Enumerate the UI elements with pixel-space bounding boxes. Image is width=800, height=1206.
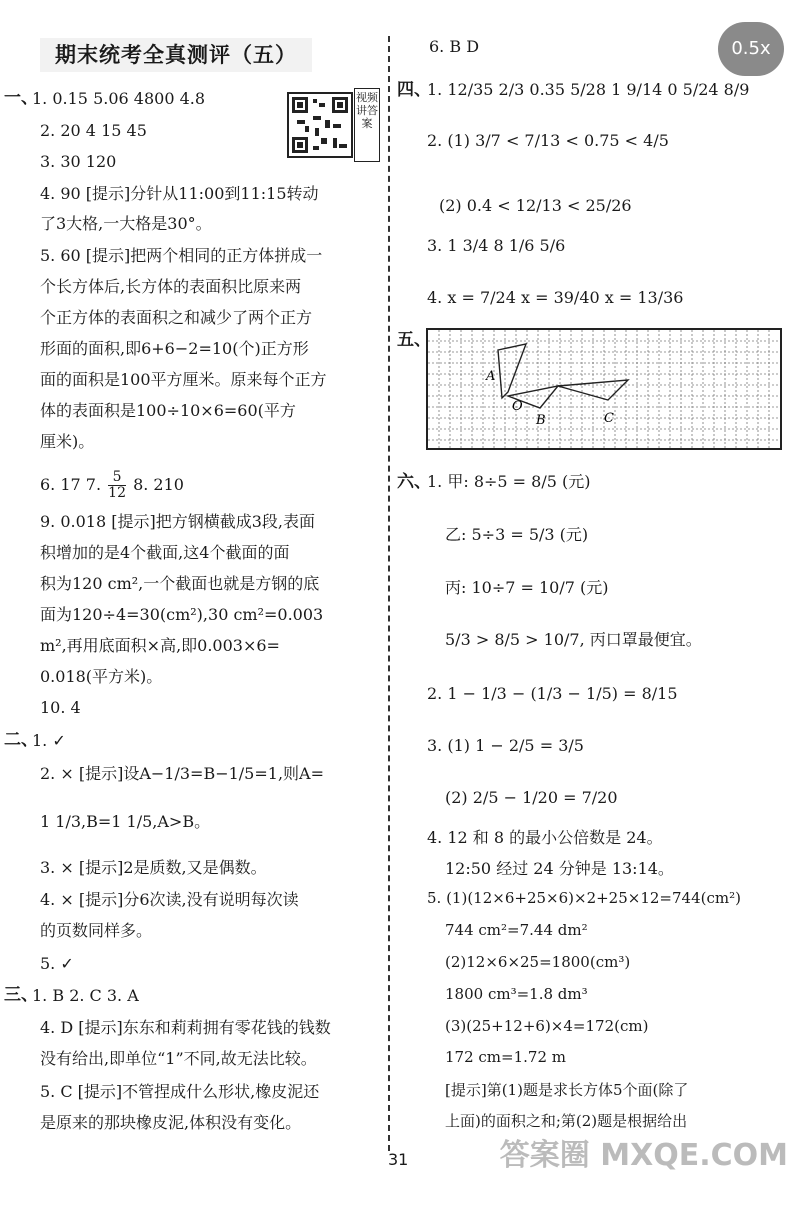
answer-1-2: 2. 20 4 15 45 (40, 121, 147, 140)
answer-6-1a: 1. 甲: 8÷5 = 8/5 (元) (427, 472, 591, 491)
answer-4-2a: 2. (1) 3/7 < 7/13 < 0.75 < 4/5 (427, 131, 669, 150)
section-6-label: 六、 (397, 472, 431, 492)
answer-2-4a: 4. × [提示]分6次读,没有说明每次读 (40, 890, 299, 909)
section-4-label: 四、 (397, 80, 431, 100)
page-title: 期末统考全真测评（五） (40, 38, 312, 72)
answer-1-9-line-6: 0.018(平方米)。 (40, 667, 163, 686)
answer-8-text: 8. 210 (133, 475, 184, 494)
answer-6-1c: 丙: 10÷7 = 10/7 (元) (445, 578, 609, 597)
answer-1-9-line-1: 9. 0.018 [提示]把方钢横截成3段,表面 (40, 512, 315, 531)
answer-3-5a: 5. C [提示]不管捏成什么形状,橡皮泥还 (40, 1082, 320, 1101)
answer-2-3: 3. × [提示]2是质数,又是偶数。 (40, 858, 267, 877)
label-c: C (604, 411, 614, 426)
answer-6-2: 2. 1 − 1/3 − (1/3 − 1/5) = 8/15 (427, 684, 678, 703)
answer-2-2a: 2. × [提示]设A−1/3=B−1/5=1,则A= (40, 764, 324, 783)
answer-1-9-line-3: 积为120 cm²,一个截面也就是方钢的底 (40, 574, 320, 593)
answer-4-2b: (2) 0.4 < 12/13 < 25/26 (439, 196, 632, 215)
playback-speed-badge[interactable]: 0.5x (718, 22, 784, 76)
answer-6-5b: 744 cm²=7.44 dm² (445, 921, 588, 939)
hint-line-1: [提示]第(1)题是求长方体5个面(除了 (445, 1081, 689, 1099)
label-b: B (536, 413, 546, 428)
answer-1-6-7-8 (40, 470, 184, 501)
answer-6-4b: 12:50 经过 24 分钟是 13:14。 (445, 859, 674, 878)
answer-4-1: 1. 12/35 2/3 0.35 5/28 1 9/14 0 5/24 8/9 (427, 80, 750, 99)
fraction (108, 470, 126, 501)
section-5-label: 五、 (397, 330, 431, 350)
answer-1-5-line-5: 面的面积是100平方厘米。原来每个正方 (40, 370, 327, 389)
answer-1-5-line-2: 个长方体后,长方体的表面积比原来两 (40, 277, 302, 296)
answer-6-3b: (2) 2/5 − 1/20 = 7/20 (445, 788, 618, 807)
answer-1-9-line-4: 面为120÷4=30(cm²),30 cm²=0.003 (40, 605, 324, 624)
answer-1-3: 3. 30 120 (40, 152, 117, 171)
answer-1-5-line-4: 形面的面积,即6+6−2=10(个)正方形 (40, 339, 309, 358)
answer-3-6: 6. B D (429, 37, 480, 56)
site-watermark: 答案圈 MXQE.COM (499, 1138, 788, 1173)
answer-4-3: 3. 1 3/4 8 1/6 5/6 (427, 236, 566, 255)
answer-3-4a: 4. D [提示]东东和莉莉拥有零花钱的钱数 (40, 1018, 331, 1037)
answer-2-2b: 1 1/3,B=1 1/5,A>B。 (40, 812, 211, 831)
answer-1-5-line-7: 厘米)。 (40, 432, 95, 451)
section-1-label: 一、 (4, 88, 38, 108)
label-o: O (512, 399, 523, 414)
answer-3-5b: 是原来的那块橡皮泥,体积没有变化。 (40, 1113, 302, 1132)
answer-6-4a: 4. 12 和 8 的最小公倍数是 24。 (427, 828, 663, 847)
answer-1-9-line-5: m²,再用底面积×高,即0.003×6= (40, 636, 280, 655)
right-column-lower (395, 0, 800, 1150)
answer-6-5a: 5. (1)(12×6+25×6)×2+25×12=744(cm²) (427, 889, 741, 907)
answer-6-1b: 乙: 5÷3 = 5/3 (元) (445, 525, 589, 544)
qr-label: 视频讲答案 (354, 88, 380, 162)
answer-6-5c: (2)12×6×25=1800(cm³) (445, 953, 631, 971)
answer-6-1d: 5/3 > 8/5 > 10/7, 丙口罩最便宜。 (445, 630, 702, 649)
answer-2-1: 1. ✓ (32, 731, 66, 750)
answer-1-10: 10. 4 (40, 698, 81, 717)
answer-1-5-line-3: 个正方体的表面积之和减少了两个正方 (40, 308, 313, 327)
answer-1-4b: 了3大格,一大格是30°。 (40, 214, 212, 233)
hint-line-2: 上面)的面积之和;第(2)题是根据给出 (445, 1112, 688, 1130)
fraction-denominator: 12 (108, 485, 126, 501)
label-a: A (486, 369, 496, 384)
answer-4-4: 4. x = 7/24 x = 39/40 x = 13/36 (427, 288, 684, 307)
section-2-label: 二、 (4, 730, 38, 750)
page-number: 31 (388, 1150, 409, 1169)
answer-1-4a: 4. 90 [提示]分针从11:00到11:15转动 (40, 184, 319, 203)
answer-1-9-line-2: 积增加的是4个截面,这4个截面的面 (40, 543, 290, 562)
fraction-numerator: 5 (108, 470, 126, 486)
answer-6-5f: 172 cm=1.72 m (445, 1048, 566, 1066)
answer-1-5-line-1: 5. 60 [提示]把两个相同的正方体拼成一 (40, 246, 323, 265)
answer-6-5e: (3)(25+12+6)×4=172(cm) (445, 1017, 649, 1035)
answer-6-5d: 1800 cm³=1.8 dm³ (445, 985, 588, 1003)
answer-2-4b: 的页数同样多。 (40, 921, 153, 940)
left-column (0, 0, 388, 1150)
answer-3-4b: 没有给出,即单位“1”不同,故无法比较。 (40, 1049, 317, 1068)
answer-1-1: 1. 0.15 5.06 4800 4.8 (32, 89, 206, 108)
answer-6-3a: 3. (1) 1 − 2/5 = 3/5 (427, 736, 584, 755)
answer-1-5-line-6: 体的表面积是100÷10×6=60(平方 (40, 401, 296, 420)
column-divider (388, 36, 390, 1151)
section-3-label: 三、 (4, 985, 38, 1005)
answer-6-7-text: 6. 17 7. (40, 475, 102, 494)
answer-3-1-2-3: 1. B 2. C 3. A (32, 986, 139, 1005)
answer-2-5: 5. ✓ (40, 954, 74, 973)
